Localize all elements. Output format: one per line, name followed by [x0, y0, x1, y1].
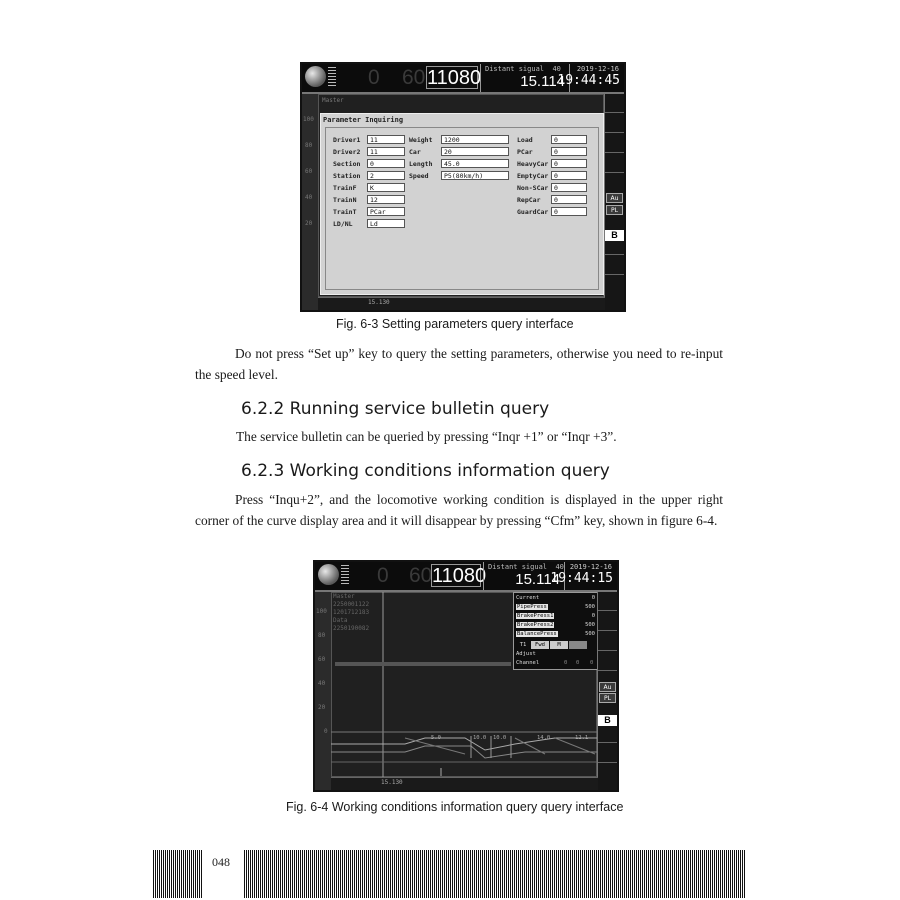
b-indicator: B	[598, 715, 617, 726]
y-label-100: 100	[303, 116, 314, 123]
bottom-strip	[331, 777, 598, 790]
track-mark: 14.0	[537, 735, 551, 741]
info-row: BrakePress1 0	[517, 613, 595, 619]
track-mark: 10.0	[473, 735, 487, 741]
param-value[interactable]: 11	[367, 147, 405, 156]
param-value[interactable]: 0	[551, 147, 587, 156]
time-text: 19:44:45	[557, 73, 620, 88]
y-label-60: 60	[305, 168, 313, 175]
tab-cell	[569, 641, 587, 649]
param-value[interactable]: 12	[367, 195, 405, 204]
left-info: 2250001122	[333, 601, 370, 608]
param-label: EmptyCar	[517, 172, 549, 180]
left-info: Master	[333, 593, 355, 600]
footer-bars-right	[244, 850, 746, 898]
speed-display: 11080	[432, 565, 487, 587]
param-value[interactable]: 0	[551, 195, 587, 204]
param-value[interactable]: 45.0	[441, 159, 509, 168]
km-value: 15.114	[515, 571, 560, 588]
dim-value-mid: 60	[409, 564, 433, 587]
param-label: RepCar	[517, 196, 541, 204]
param-value[interactable]: 2	[367, 171, 405, 180]
speed-display: 11080	[427, 67, 482, 89]
pl-button[interactable]: PL	[606, 205, 623, 215]
y-label-20: 20	[305, 220, 313, 227]
info-row: Channel 0 0 0	[516, 660, 594, 666]
page-number: 048	[212, 855, 230, 869]
param-value[interactable]: 0	[551, 171, 587, 180]
logo-icon	[305, 66, 326, 87]
y-label-80: 80	[305, 142, 313, 149]
y-label-40: 40	[305, 194, 313, 201]
track-mark: 5.0	[431, 735, 441, 741]
param-value[interactable]: 1200	[441, 135, 509, 144]
footer-bars-left	[153, 850, 203, 898]
param-value[interactable]: 0	[367, 159, 405, 168]
track-mark: 12.1	[575, 735, 589, 741]
param-value[interactable]: 20	[441, 147, 509, 156]
logo-lines-icon	[328, 67, 336, 87]
au-button[interactable]: Au	[599, 682, 616, 692]
dim-value-left: 0	[368, 66, 380, 89]
y-label-40: 40	[318, 680, 326, 687]
left-info: 2250190082	[333, 625, 370, 632]
signal-label: Distant sigual 40	[485, 65, 561, 73]
info-tabs	[516, 641, 598, 649]
param-value[interactable]: 0	[551, 207, 587, 216]
b-indicator: B	[605, 230, 624, 241]
info-row: Adjust	[516, 651, 536, 657]
figure-6-4-screen	[313, 560, 619, 792]
info-row: BrakePress2 500	[517, 622, 595, 628]
bottom-strip	[318, 297, 605, 310]
figure-caption: Fig. 6-4 Working conditions information query query interface	[286, 800, 624, 814]
param-label: HeavyCar	[517, 160, 549, 168]
track-mark: 10.0	[493, 735, 507, 741]
y-label-80: 80	[318, 632, 326, 639]
info-row: BalancePress 500	[517, 631, 595, 637]
tab-cell: M	[550, 641, 568, 649]
dim-value-left: 0	[377, 564, 389, 587]
param-label: Driver1	[333, 136, 361, 144]
y-label-60: 60	[318, 656, 326, 663]
left-info: 1201712183	[333, 609, 370, 616]
right-side-panel	[604, 94, 624, 310]
left-info: Data	[333, 617, 348, 624]
param-value[interactable]: K	[367, 183, 405, 192]
param-label: Section	[333, 160, 361, 168]
km-value: 15.114	[520, 73, 565, 90]
y-label-20: 20	[318, 704, 326, 711]
signal-label: Distant sigual 40	[488, 563, 564, 571]
param-value[interactable]: 11	[367, 135, 405, 144]
pl-button[interactable]: PL	[599, 693, 616, 703]
paragraph: Press “Inqu+2”, and the locomotive working condition is displayed in the upper right corner of the curve display area and it will disappear by pressing “Cfm” key, shown in figure 6-4.	[195, 492, 723, 528]
param-label: GuardCar	[517, 208, 549, 216]
section-heading: 6.2.2 Running service bulletin query	[241, 399, 550, 419]
au-button[interactable]: Au	[606, 193, 623, 203]
info-row: Current 0	[516, 595, 595, 601]
section-heading: 6.2.3 Working conditions information query	[241, 461, 610, 481]
bottom-km: 15.130	[368, 299, 390, 306]
mode-label: Master	[322, 97, 344, 104]
param-label: PCar	[517, 148, 533, 156]
param-label: Length	[409, 160, 433, 168]
param-label: Car	[409, 148, 421, 156]
param-label: Station	[333, 172, 361, 180]
param-value[interactable]: 0	[551, 183, 587, 192]
param-label: TrainT	[333, 208, 357, 216]
param-value[interactable]: P5(80km/h)	[441, 171, 509, 180]
dialog-title: Parameter Inquiring	[323, 116, 404, 124]
info-row: PipePress 500	[517, 604, 595, 610]
right-side-panel	[597, 592, 617, 790]
paragraph: The service bulletin can be queried by pressing “Inqr +1” or “Inqr +3”.	[236, 429, 617, 444]
tab-cell: T1	[519, 642, 527, 648]
param-label: TrainF	[333, 184, 357, 192]
y-label-0: 0	[324, 728, 328, 735]
bottom-km: 15.130	[381, 779, 403, 786]
param-label: Speed	[409, 172, 429, 180]
figure-6-3-screen	[300, 62, 626, 312]
param-label: Weight	[409, 136, 433, 144]
param-label: Driver2	[333, 148, 361, 156]
param-label: Load	[517, 136, 533, 144]
time-text: 19:44:15	[550, 571, 613, 586]
param-value[interactable]: PCar	[367, 207, 405, 216]
figure-caption: Fig. 6-3 Setting parameters query interface	[336, 317, 574, 331]
date-text: 2019-12-16	[569, 563, 612, 571]
param-label: LD/NL	[333, 220, 353, 228]
date-text: 2019-12-16	[576, 65, 619, 73]
param-value[interactable]: Ld	[367, 219, 405, 228]
datetime-box	[557, 64, 624, 92]
dim-value-mid: 60	[402, 66, 426, 89]
working-condition-panel	[513, 592, 601, 670]
param-value[interactable]: 0	[551, 135, 587, 144]
param-value[interactable]: 0	[551, 159, 587, 168]
parameter-dialog	[320, 113, 604, 295]
param-label: Non-SCar	[517, 184, 549, 192]
tab-cell: Fwd	[531, 641, 549, 649]
y-label-100: 100	[316, 608, 327, 615]
param-label: TrainN	[333, 196, 357, 204]
paragraph: Do not press “Set up” key to query the setting parameters, otherwise you need to re-input the speed level.	[195, 346, 723, 382]
status-bar	[302, 64, 624, 94]
